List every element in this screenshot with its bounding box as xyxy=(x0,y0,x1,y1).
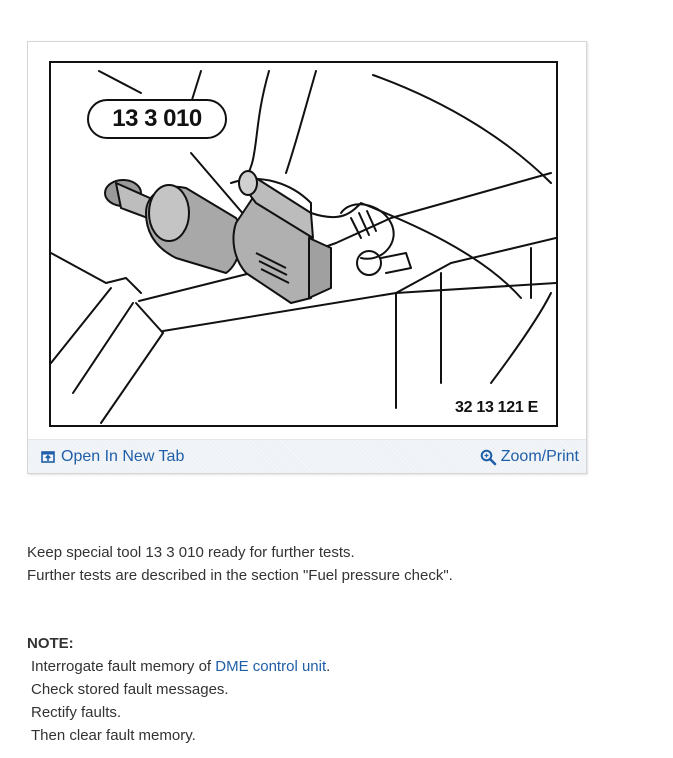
figure-code: 32 13 121 E xyxy=(455,399,538,416)
zoom-print-link[interactable] xyxy=(480,448,579,466)
dme-control-unit-link[interactable]: DME control unit xyxy=(215,658,327,675)
instruction-text xyxy=(27,541,453,587)
open-new-tab-icon xyxy=(40,449,56,465)
note-title: NOTE: xyxy=(27,635,74,652)
note-line: Then clear fault memory. xyxy=(31,727,196,744)
note-section xyxy=(27,632,330,747)
tool-number-callout: 13 3 010 xyxy=(87,99,227,139)
instruction-line: Further tests are described in the section "Fuel pressure check". xyxy=(27,567,453,584)
technical-diagram xyxy=(49,61,558,427)
zoom-print-label: Zoom/Print xyxy=(500,447,579,465)
figure-caption-bar xyxy=(28,439,586,473)
zoom-magnifier-icon xyxy=(480,449,496,465)
note-line-suffix: . xyxy=(326,658,331,675)
note-line: Rectify faults. xyxy=(31,704,122,721)
note-line-prefix: Interrogate fault memory of xyxy=(31,658,216,675)
figure-container xyxy=(27,41,587,474)
open-in-new-tab-link[interactable] xyxy=(40,448,184,466)
note-line xyxy=(27,655,330,678)
note-line: Check stored fault messages. xyxy=(31,681,229,698)
open-in-new-tab-label: Open In New Tab xyxy=(61,447,185,465)
instruction-line: Keep special tool 13 3 010 ready for further tests. xyxy=(27,544,355,561)
